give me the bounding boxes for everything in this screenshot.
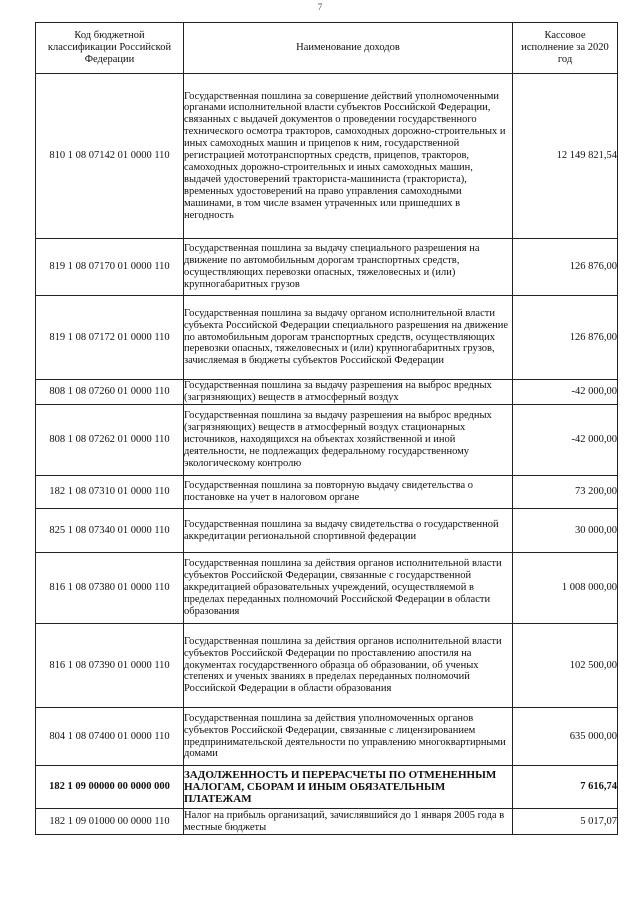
row-code: 819 1 08 07170 01 0000 110 [36, 239, 184, 296]
row-amount: -42 000,00 [513, 405, 618, 476]
row-amount: 5 017,07 [513, 809, 618, 835]
row-code: 182 1 09 00000 00 0000 000 [36, 766, 184, 809]
row-amount: 1 008 000,00 [513, 553, 618, 624]
header-amount: Кассовое исполнение за 2020 год [513, 23, 618, 74]
row-code: 804 1 08 07400 01 0000 110 [36, 708, 184, 766]
row-code: 816 1 08 07380 01 0000 110 [36, 553, 184, 624]
row-name: Государственная пошлина за повторную выдачу свидетельства о постановке на учет в налоговом органе [184, 476, 513, 509]
row-code: 819 1 08 07172 01 0000 110 [36, 296, 184, 380]
table-row [36, 553, 618, 624]
row-amount: 126 876,00 [513, 296, 618, 380]
table-header-row [36, 23, 618, 74]
row-amount: 30 000,00 [513, 509, 618, 553]
table-row [36, 405, 618, 476]
table-row [36, 239, 618, 296]
row-code: 825 1 08 07340 01 0000 110 [36, 509, 184, 553]
header-code: Код бюджетной классификации Российской Федерации [36, 23, 184, 74]
row-amount: 102 500,00 [513, 624, 618, 708]
table-body [36, 74, 618, 835]
table-row [36, 509, 618, 553]
table-row [36, 380, 618, 405]
table-row [36, 624, 618, 708]
table-row [36, 476, 618, 509]
row-name: Государственная пошлина за действия органов исполнительной власти субъектов Российской Федерации, связанные с государственной аккредитацией образовательных учреждений, осуществляемой в пределах переданных полномочий Российской Федерации в области образования [184, 553, 513, 624]
row-code: 182 1 09 01000 00 0000 110 [36, 809, 184, 835]
revenue-table [35, 22, 618, 835]
table-row [36, 766, 618, 809]
row-name: Государственная пошлина за действия органов исполнительной власти субъектов Российской Федерации по проставлению апостиля на документах государственного образца об образовании, об ученых степенях и ученых званиях в пределах переданных полномочий Российской Федерации в области образования [184, 624, 513, 708]
row-name: Государственная пошлина за выдачу свидетельства о государственной аккредитации региональной спортивной федерации [184, 509, 513, 553]
table-row [36, 74, 618, 239]
row-code: 810 1 08 07142 01 0000 110 [36, 74, 184, 239]
row-name: Налог на прибыль организаций, зачислявшийся до 1 января 2005 года в местные бюджеты [184, 809, 513, 835]
row-name: Государственная пошлина за выдачу разрешения на выброс вредных (загрязняющих) веществ в атмосферный воздух [184, 380, 513, 405]
row-name: Государственная пошлина за выдачу разрешения на выброс вредных (загрязняющих) веществ в атмосферный воздух стационарных источников, находящихся на объектах хозяйственной и иной деятельности, не подлежащих федеральному государственному экологическому контролю [184, 405, 513, 476]
row-amount: -42 000,00 [513, 380, 618, 405]
row-name: Государственная пошлина за выдачу органом исполнительной власти субъекта Российской Федерации специального разрешения на движение по автомобильным дорогам транспортных средств, осуществляющих перевозки опасных, тяжеловесных и (или) крупногабаритных грузов, зачисляемая в бюджеты субъектов Российской Федерации [184, 296, 513, 380]
row-amount: 12 149 821,54 [513, 74, 618, 239]
header-name: Наименование доходов [184, 23, 513, 74]
row-name: Государственная пошлина за выдачу специального разрешения на движение по автомобильным дорогам транспортных средств, осуществляющих перевозки опасных, тяжеловесных и (или) крупногабаритных грузов [184, 239, 513, 296]
row-amount: 7 616,74 [513, 766, 618, 809]
row-code: 808 1 08 07262 01 0000 110 [36, 405, 184, 476]
row-amount: 126 876,00 [513, 239, 618, 296]
row-name: Государственная пошлина за действия уполномоченных органов субъектов Российской Федерации, связанные с лицензированием предпринимательской деятельности по управлению многоквартирными домами [184, 708, 513, 766]
row-code: 816 1 08 07390 01 0000 110 [36, 624, 184, 708]
row-name: Государственная пошлина за совершение действий уполномоченными органами исполнительной власти субъектов Российской Федерации, связанных с выдачей документов о проведении государственного технического осмотра тракторов, самоходных дорожно-строительных и иных самоходных машин и прицепов к ним, государственной регистрацией мототранспортных средств, прицепов, тракторов, самоходных дорожно-строительных и иных самоходных машин, выдачей удостоверений тракториста-машиниста (тракториста), временных удостоверений на право управления самоходными машинами, в том числе взамен утраченных или пришедших в негодность [184, 74, 513, 239]
page-number: 7 [317, 2, 323, 12]
row-amount: 73 200,00 [513, 476, 618, 509]
table-row [36, 296, 618, 380]
table-row [36, 809, 618, 835]
row-code: 182 1 08 07310 01 0000 110 [36, 476, 184, 509]
table-row [36, 708, 618, 766]
row-name: ЗАДОЛЖЕННОСТЬ И ПЕРЕРАСЧЕТЫ ПО ОТМЕНЕННЫМ НАЛОГАМ, СБОРАМ И ИНЫМ ОБЯЗАТЕЛЬНЫМ ПЛАТЕЖАМ [184, 766, 513, 809]
row-amount: 635 000,00 [513, 708, 618, 766]
row-code: 808 1 08 07260 01 0000 110 [36, 380, 184, 405]
